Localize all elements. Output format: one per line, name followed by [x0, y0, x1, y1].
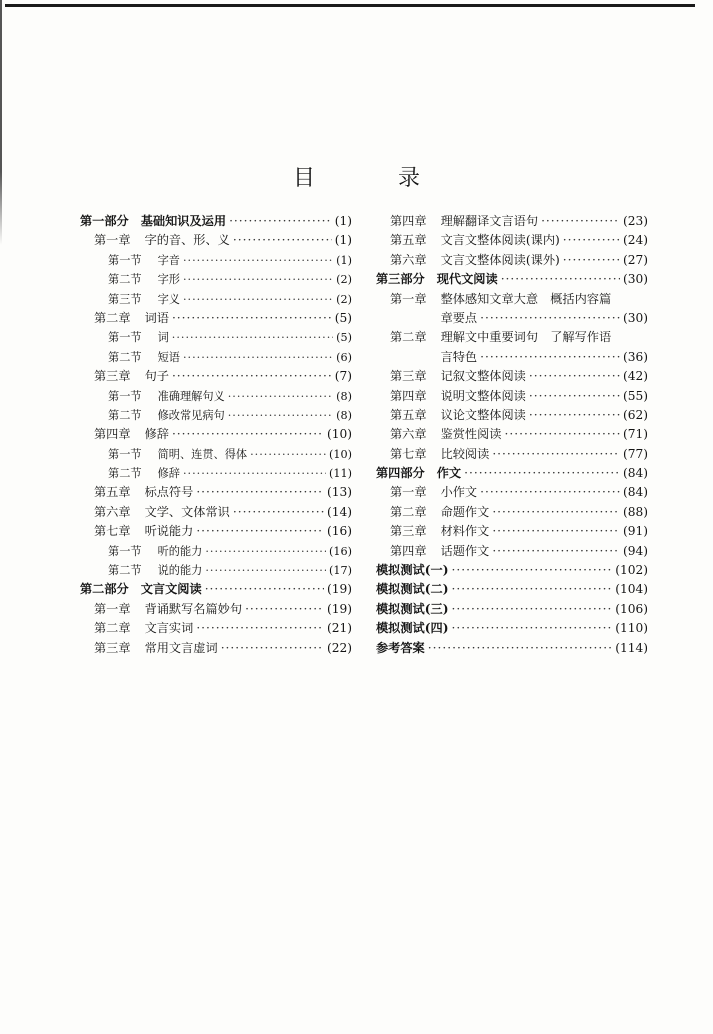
toc-entry-page: (30)	[622, 272, 648, 287]
toc-entry[interactable]	[376, 425, 648, 444]
toc-entry-label: 第四部分	[376, 466, 425, 481]
toc-entry-title: 听的能力	[157, 544, 203, 558]
toc-entry[interactable]	[376, 619, 648, 638]
toc-entry-label: 第四章	[390, 214, 427, 228]
toc-entry-title: 准确理解句义	[157, 389, 225, 403]
toc-leader-dots	[250, 445, 326, 464]
toc-entry-page: (5)	[336, 331, 352, 345]
toc-entry-label: 第二节	[108, 564, 142, 578]
toc-entry-page: (1)	[336, 253, 352, 267]
toc-left-column	[80, 212, 352, 658]
toc-leader-dots	[529, 387, 620, 406]
toc-entry-page: (27)	[622, 252, 648, 267]
toc-entry-label: 第七章	[94, 524, 131, 539]
toc-entry[interactable]	[80, 212, 352, 231]
toc-entry-page: (16)	[329, 544, 352, 558]
toc-leader-dots	[205, 580, 324, 599]
toc-entry-title: 修改常见病句	[157, 408, 225, 422]
toc-entry[interactable]	[376, 348, 648, 367]
toc-entry-title: 议论文整体阅读	[440, 407, 526, 422]
toc-entry[interactable]	[80, 290, 352, 309]
toc-entry-page: (36)	[622, 349, 648, 364]
toc-entry-page: (84)	[622, 466, 648, 481]
toc-entry-title: 材料作文	[440, 524, 490, 539]
toc-entry-page: (11)	[329, 467, 352, 481]
toc-leader-dots	[541, 212, 620, 231]
scan-edge	[0, 0, 2, 245]
toc-entry[interactable]	[80, 270, 352, 289]
toc-leader-dots	[172, 367, 332, 386]
toc-entry[interactable]	[376, 639, 648, 658]
toc-leader-dots	[492, 522, 620, 541]
toc-leader-dots	[563, 251, 620, 270]
toc-entry-label: 第一节	[108, 331, 142, 345]
toc-entry-page: (14)	[326, 504, 352, 519]
toc-leader-dots	[563, 231, 620, 250]
toc-entry[interactable]	[80, 619, 352, 638]
toc-entry[interactable]	[376, 309, 648, 328]
toc-entry-page: (8)	[336, 408, 352, 422]
toc-leader-dots	[480, 309, 620, 328]
toc-entry-label: 第二节	[108, 408, 142, 422]
toc-entry[interactable]	[80, 328, 352, 347]
toc-entry[interactable]	[80, 367, 352, 386]
toc-entry-page: (8)	[336, 389, 352, 403]
toc-entry-title: 字音	[157, 253, 180, 267]
toc-leader-dots	[505, 425, 620, 444]
toc-entry[interactable]	[376, 445, 648, 464]
toc-entry[interactable]	[376, 464, 648, 483]
toc-leader-dots	[451, 600, 612, 619]
toc-entry-page: (19)	[326, 582, 352, 597]
toc-entry[interactable]	[376, 387, 648, 406]
toc-leader-dots	[492, 503, 620, 522]
toc-leader-dots	[233, 503, 324, 522]
toc-entry-label: 第四章	[390, 543, 427, 558]
toc-entry-label: 第一节	[108, 253, 142, 267]
toc-leader-dots	[451, 580, 612, 599]
toc-leader-dots	[196, 522, 324, 541]
toc-entry-title: 常用文言虚词	[144, 640, 218, 655]
toc-leader-dots	[451, 619, 612, 638]
toc-leader-dots	[196, 619, 324, 638]
toc-entry-label: 第四章	[94, 427, 131, 442]
toc-entry-page: (30)	[622, 310, 648, 325]
toc-entry[interactable]	[80, 600, 352, 619]
toc-leader-dots	[183, 270, 333, 289]
toc-leader-dots	[183, 290, 333, 309]
toc-leader-dots	[492, 445, 620, 464]
toc-entry-page: (84)	[622, 485, 648, 500]
toc-entry[interactable]	[376, 231, 648, 250]
toc-entry-title: 比较阅读	[440, 446, 490, 461]
toc-entry[interactable]	[376, 600, 648, 619]
toc-leader-dots	[228, 406, 333, 425]
toc-entry-title: 模拟测试(三)	[376, 601, 449, 616]
toc-leader-dots	[205, 542, 326, 561]
toc-entry[interactable]	[80, 231, 352, 250]
toc-leader-dots	[480, 348, 620, 367]
toc-entry-title: 整体感知文章大意 概括内容篇	[440, 291, 612, 306]
toc-entry-page: (5)	[334, 310, 352, 325]
toc-entry-title: 基础知识及运用	[140, 214, 227, 228]
toc-entry-title: 模拟测试(四)	[376, 621, 449, 636]
toc-entry-label: 第二节	[108, 350, 142, 364]
toc-entry-title: 模拟测试(二)	[376, 582, 449, 597]
toc-entry[interactable]	[80, 639, 352, 658]
toc-entry-page: (21)	[326, 621, 352, 636]
toc-entry-page: (91)	[622, 524, 648, 539]
toc-entry[interactable]	[80, 580, 352, 599]
toc-entry[interactable]	[376, 561, 648, 580]
toc-entry-title: 模拟测试(一)	[376, 563, 449, 578]
toc-entry-page: (10)	[326, 427, 352, 442]
toc-leader-dots	[529, 406, 620, 425]
toc-entry[interactable]	[80, 348, 352, 367]
toc-entry-label: 第二部分	[80, 582, 129, 597]
toc-entry-label: 第三章	[390, 524, 427, 539]
toc-leader-dots	[228, 387, 333, 406]
toc-entry-label: 第一部分	[80, 214, 129, 228]
toc-entry-title: 词语	[144, 310, 169, 325]
toc-entry-label: 第六章	[94, 504, 131, 519]
toc-leader-dots	[245, 600, 324, 619]
toc-entry-page: (24)	[622, 233, 648, 248]
toc-leader-dots	[501, 270, 620, 289]
toc-entry-title: 字形	[157, 273, 180, 287]
toc-entry-page: (10)	[329, 447, 352, 461]
toc-leader-dots	[183, 348, 333, 367]
toc-entry-title: 文言文整体阅读(课外)	[440, 252, 560, 267]
toc-entry[interactable]	[80, 503, 352, 522]
toc-entry-title: 理解翻译文言语句	[440, 214, 539, 228]
toc-right-column	[376, 212, 648, 658]
toc-entry-label: 第三章	[94, 640, 131, 655]
toc-leader-dots	[183, 464, 326, 483]
toc-leader-dots	[183, 251, 333, 270]
toc-entry-label: 第七章	[390, 446, 427, 461]
toc-entry-title: 短语	[157, 350, 180, 364]
toc-entry-label: 第五章	[390, 407, 427, 422]
toc-leader-dots	[172, 328, 333, 347]
toc-entry-page: (88)	[622, 504, 648, 519]
toc-entry-title: 命题作文	[440, 504, 490, 519]
toc-entry-page: (94)	[622, 543, 648, 558]
toc-entry[interactable]	[80, 309, 352, 328]
toc-entry-title: 文言文整体阅读(课内)	[440, 233, 560, 248]
toc-entry[interactable]	[376, 522, 648, 541]
toc-entry-page: (106)	[615, 601, 648, 616]
toc-entry-page: (42)	[622, 369, 648, 384]
toc-entry-title: 记叙文整体阅读	[440, 369, 526, 384]
toc-leader-dots	[172, 425, 324, 444]
toc-entry[interactable]	[376, 542, 648, 561]
toc-entry-label: 第二节	[108, 273, 142, 287]
toc-entry-label: 第六章	[390, 252, 427, 267]
toc-entry[interactable]	[376, 483, 648, 502]
toc-entry-page: (17)	[329, 564, 352, 578]
toc-entry[interactable]	[376, 367, 648, 386]
toc-entry-title: 说明文整体阅读	[440, 388, 526, 403]
toc-entry-page: (1)	[334, 233, 352, 248]
toc-leader-dots	[492, 542, 620, 561]
toc-leader-dots	[451, 561, 612, 580]
toc-entry-title: 听说能力	[144, 524, 194, 539]
toc-entry-label: 第一章	[390, 291, 427, 306]
toc-leader-dots	[229, 212, 332, 231]
toc-entry-label: 第一节	[108, 544, 142, 558]
toc-entry[interactable]	[80, 425, 352, 444]
toc-entry-title: 鉴赏性阅读	[440, 427, 502, 442]
toc-entry-title: 文言实词	[144, 621, 194, 636]
toc-entry-page: (7)	[334, 369, 352, 384]
toc-entry[interactable]	[376, 580, 648, 599]
toc-entry-page: (2)	[336, 273, 352, 287]
toc-entry-page: (6)	[336, 350, 352, 364]
toc-entry-page: (55)	[622, 388, 648, 403]
toc-entry-label: 第二章	[390, 330, 427, 345]
toc-entry-title: 小作文	[440, 485, 478, 500]
toc-entry-title: 字的音、形、义	[144, 233, 230, 248]
toc-entry-page: (23)	[622, 214, 648, 228]
toc-entry-title: 修辞	[144, 427, 169, 442]
toc-entry-label: 第一章	[94, 601, 131, 616]
toc-entry-label: 第二节	[108, 467, 142, 481]
toc-entry-label: 第五章	[94, 485, 131, 500]
toc-entry-label: 第一节	[108, 389, 142, 403]
toc-entry-page: (13)	[326, 485, 352, 500]
toc-entry-title: 作文	[436, 466, 462, 481]
toc-entry[interactable]	[80, 387, 352, 406]
toc-entry-page: (110)	[615, 621, 648, 636]
toc-entry-title: 说的能力	[157, 564, 203, 578]
toc-entry[interactable]	[376, 251, 648, 270]
toc-entry[interactable]	[80, 406, 352, 425]
toc-entry-label: 第六章	[390, 427, 427, 442]
toc-entry[interactable]	[376, 212, 648, 231]
toc-entry-title: 理解文中重要词句 了解写作语	[440, 330, 612, 345]
toc-entry-page: (77)	[622, 446, 648, 461]
toc-entry-title: 句子	[144, 369, 169, 384]
toc-entry-title: 参考答案	[376, 640, 425, 655]
toc-entry-label: 第三节	[108, 292, 142, 306]
toc-entry-label: 第二章	[94, 621, 131, 636]
toc-leader-dots	[464, 464, 620, 483]
toc-entry[interactable]	[376, 270, 648, 289]
toc-entry-label: 第四章	[390, 388, 427, 403]
toc-entry-page: (1)	[334, 214, 352, 228]
toc-entry-label: 第二章	[390, 504, 427, 519]
toc-entry-page: (62)	[622, 407, 648, 422]
toc-entry[interactable]	[376, 503, 648, 522]
toc-entry-page: (102)	[615, 563, 648, 578]
toc-entry-title: 话题作文	[440, 543, 490, 558]
toc-entry[interactable]	[80, 542, 352, 561]
toc-entry-page: (2)	[336, 292, 352, 306]
top-rule	[5, 4, 695, 7]
toc-entry-label: 第五章	[390, 233, 427, 248]
toc-entry[interactable]	[376, 290, 648, 309]
toc-entry[interactable]	[80, 522, 352, 541]
toc-entry[interactable]	[376, 406, 648, 425]
toc-entry[interactable]	[80, 483, 352, 502]
toc-leader-dots	[205, 561, 326, 580]
toc-entry-title: 字义	[157, 292, 180, 306]
toc-entry-title: 标点符号	[144, 485, 194, 500]
toc-leader-dots	[428, 639, 612, 658]
toc-entry-title: 现代文阅读	[436, 272, 498, 287]
page-title: 目 录	[293, 165, 458, 191]
toc-leader-dots	[480, 483, 620, 502]
toc-leader-dots	[172, 309, 332, 328]
toc-entry-title: 文学、文体常识	[144, 504, 230, 519]
toc-leader-dots	[196, 483, 324, 502]
toc-entry-label: 第三章	[390, 369, 427, 384]
toc-entry[interactable]	[80, 561, 352, 580]
toc-entry-label: 第一节	[108, 447, 142, 461]
toc-entry-title: 章要点	[440, 310, 478, 325]
toc-entry-label: 第二章	[94, 310, 131, 325]
toc-entry-title: 言特色	[440, 349, 478, 364]
toc-entry-page: (16)	[326, 524, 352, 539]
toc-entry-page: (19)	[326, 601, 352, 616]
toc-entry-title: 修辞	[157, 467, 180, 481]
toc-entry-page: (71)	[622, 427, 648, 442]
toc-entry-page: (114)	[615, 640, 648, 655]
toc-entry[interactable]	[80, 464, 352, 483]
toc-entry-label: 第一章	[390, 485, 427, 500]
toc-entry-title: 简明、连贯、得体	[157, 447, 248, 461]
toc-leader-dots	[221, 639, 324, 658]
toc-entry[interactable]	[376, 328, 648, 347]
toc-entry-title: 文言文阅读	[140, 582, 202, 597]
toc-entry-page: (104)	[615, 582, 648, 597]
toc-leader-dots	[529, 367, 620, 386]
toc-entry-title: 背诵默写名篇妙句	[144, 601, 243, 616]
toc-entry-title: 词	[157, 331, 169, 345]
toc-entry-page: (22)	[326, 640, 352, 655]
toc-entry[interactable]	[80, 445, 352, 464]
toc-entry[interactable]	[80, 251, 352, 270]
toc-entry-label: 第三章	[94, 369, 131, 384]
toc-entry-label: 第三部分	[376, 272, 425, 287]
toc-entry-label: 第一章	[94, 233, 131, 248]
toc-leader-dots	[233, 231, 332, 250]
